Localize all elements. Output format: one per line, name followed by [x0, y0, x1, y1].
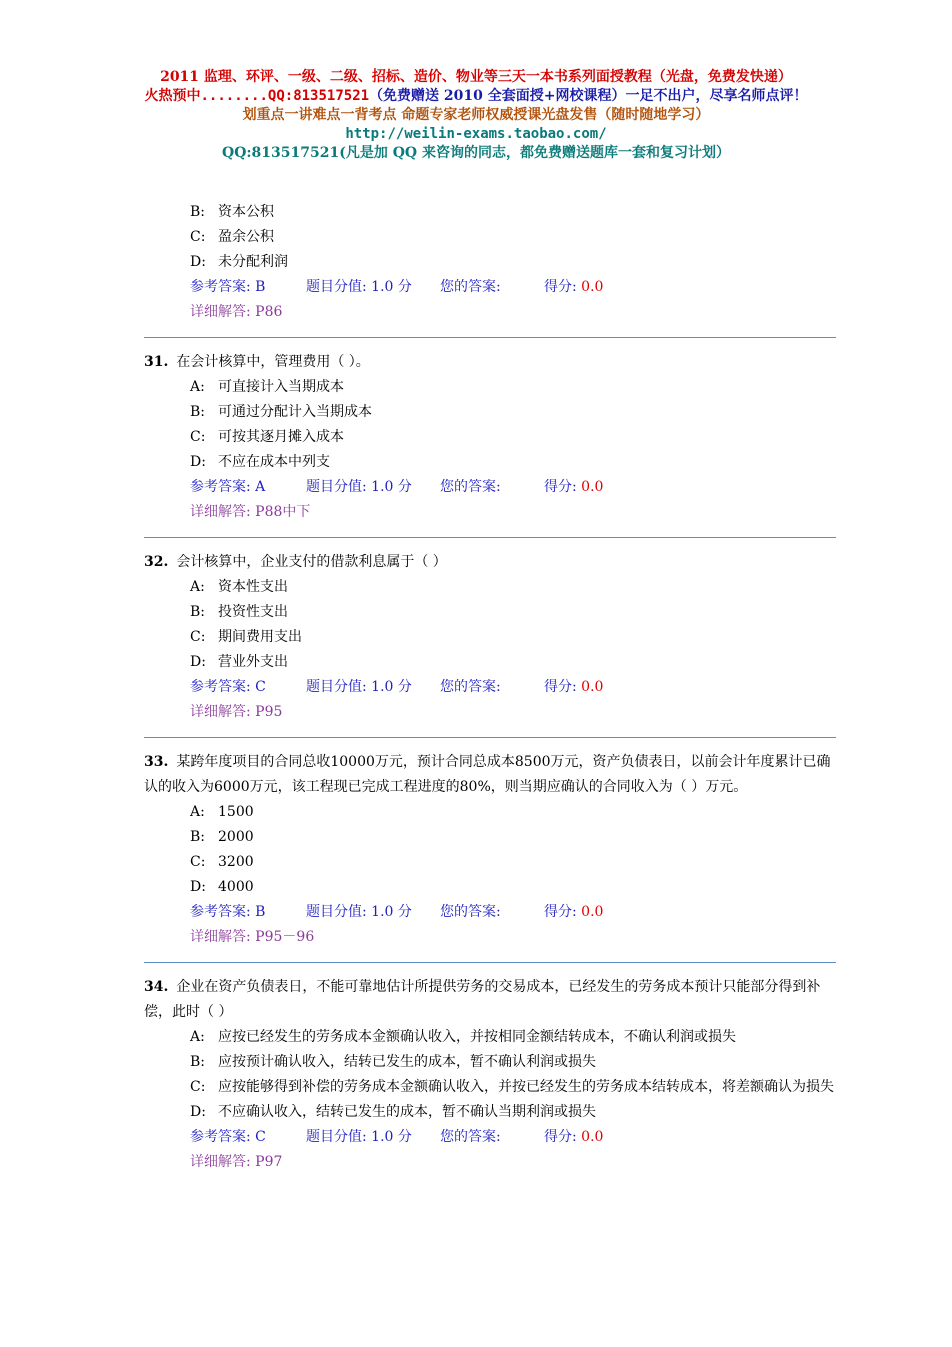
question-stem [144, 350, 836, 375]
question-stem [144, 975, 836, 1025]
question-block-34 [144, 975, 836, 1175]
option-row [144, 250, 836, 275]
answer-row [144, 475, 836, 500]
promo-line-2 [0, 87, 952, 106]
divider [144, 337, 836, 338]
option-row [144, 375, 836, 400]
option-letter: A: [190, 579, 205, 595]
option-text: 3200 [218, 854, 254, 870]
option-letter: D: [190, 879, 206, 895]
question-score: 题目分值: 1.0 分 [306, 479, 412, 495]
option-letter: A: [190, 1029, 205, 1045]
question-score: 题目分值: 1.0 分 [306, 679, 412, 695]
option-text: 资本公积 [218, 204, 274, 220]
option-letter: C: [190, 1079, 206, 1095]
question-number: 34. [144, 979, 169, 995]
option-letter: B: [190, 404, 206, 420]
option-letter: C: [190, 429, 206, 445]
question-text: 在会计核算中，管理费用（ ）。 [176, 354, 370, 370]
question-stem [144, 550, 836, 575]
question-number: 33. [144, 754, 169, 770]
detail-explanation: 详细解答: P97 [190, 1154, 283, 1170]
question-number: 32. [144, 554, 169, 570]
option-text: 未分配利润 [218, 254, 288, 270]
option-row [144, 575, 836, 600]
reference-answer: 参考答案: C [190, 679, 266, 695]
question-block-33 [144, 750, 836, 950]
option-row [144, 200, 836, 225]
option-row [144, 800, 836, 825]
score-got: 得分: 0.0 [544, 904, 604, 920]
answer-row [144, 275, 836, 300]
promo-line-2-red: 火热预中........QQ:813517521 [144, 88, 370, 104]
option-row [144, 825, 836, 850]
reference-answer: 参考答案: B [190, 279, 266, 295]
promo-url[interactable]: http://weilin-exams.taobao.com/ [345, 126, 607, 142]
option-letter: D: [190, 454, 206, 470]
option-text: 可通过分配计入当期成本 [218, 404, 372, 420]
promo-line-3: 划重点一讲难点一背考点 命题专家老师权威授课光盘发售（随时随地学习） [242, 107, 710, 123]
option-text: 营业外支出 [218, 654, 288, 670]
score-got: 得分: 0.0 [544, 279, 604, 295]
question-list [144, 200, 836, 1175]
option-row [144, 850, 836, 875]
reference-answer: 参考答案: B [190, 904, 266, 920]
your-answer: 您的答案: [440, 1129, 501, 1145]
your-answer: 您的答案: [440, 904, 501, 920]
reference-answer: 参考答案: C [190, 1129, 266, 1145]
option-text: 4000 [218, 879, 254, 895]
question-block-32 [144, 550, 836, 725]
question-text: 企业在资产负债表日，不能可靠地估计所提供劳务的交易成本，已经发生的劳务成本预计只能部分得到补偿，此时（ ） [144, 979, 821, 1020]
option-letter: D: [190, 1104, 206, 1120]
divider [144, 737, 836, 738]
option-letter: D: [190, 254, 206, 270]
question-score: 题目分值: 1.0 分 [306, 1129, 412, 1145]
option-row [144, 875, 836, 900]
option-row [144, 600, 836, 625]
reference-answer: 参考答案: A [190, 479, 266, 495]
question-text: 某跨年度项目的合同总收10000万元，预计合同总成本8500万元，资产负债表日，以前会计年度累计已确认的收入为6000万元，该工程现已完成工程进度的80%，则当期应确认的合同收入为（ ）万元。 [144, 754, 831, 795]
your-answer: 您的答案: [440, 479, 501, 495]
option-row [144, 1100, 836, 1125]
divider [144, 537, 836, 538]
option-text: 应按预计确认收入，结转已发生的成本，暂不确认利润或损失 [218, 1054, 596, 1070]
option-letter: B: [190, 829, 206, 845]
option-text: 投资性支出 [218, 604, 288, 620]
answer-row [144, 1125, 836, 1150]
option-row [144, 450, 836, 475]
your-answer: 您的答案: [440, 679, 501, 695]
option-text: 不应确认收入，结转已发生的成本，暂不确认当期利润或损失 [218, 1104, 596, 1120]
option-text: 可按其逐月摊入成本 [218, 429, 344, 445]
question-text: 会计核算中，企业支付的借款利息属于（ ） [176, 554, 447, 570]
score-got: 得分: 0.0 [544, 679, 604, 695]
option-letter: A: [190, 804, 205, 820]
your-answer: 您的答案: [440, 279, 501, 295]
option-text: 可直接计入当期成本 [218, 379, 344, 395]
option-letter: B: [190, 204, 206, 220]
score-got: 得分: 0.0 [544, 1129, 604, 1145]
promo-line-2-blue: （免费赠送 2010 全套面授+网校课程）一足不出户，尽享名师点评！ [369, 88, 808, 104]
option-row [144, 225, 836, 250]
option-text: 应按已经发生的劳务成本金额确认收入，并按相同金额结转成本，不确认利润或损失 [218, 1029, 736, 1045]
option-text: 应按能够得到补偿的劳务成本金额确认收入，并按已经发生的劳务成本结转成本，将差额确认为损失 [218, 1079, 834, 1095]
option-row [144, 1025, 836, 1050]
question-block-prev [144, 200, 836, 325]
promo-line-5: QQ:813517521(凡是加 QQ 来咨询的同志，都免费赠送题库一套和复习计划） [222, 145, 730, 161]
detail-explanation: 详细解答: P95 [190, 704, 283, 720]
option-row [144, 625, 836, 650]
option-letter: C: [190, 629, 206, 645]
option-letter: C: [190, 854, 206, 870]
option-letter: C: [190, 229, 206, 245]
option-letter: D: [190, 654, 206, 670]
answer-row [144, 675, 836, 700]
promo-header [0, 68, 952, 163]
option-row [144, 1050, 836, 1075]
detail-explanation: 详细解答: P95－96 [190, 929, 315, 945]
answer-row [144, 900, 836, 925]
option-row [144, 400, 836, 425]
option-text: 期间费用支出 [218, 629, 302, 645]
detail-explanation: 详细解答: P86 [190, 304, 283, 320]
option-text: 不应在成本中列支 [218, 454, 330, 470]
question-number: 31. [144, 354, 169, 370]
option-row [144, 425, 836, 450]
option-letter: B: [190, 604, 206, 620]
option-letter: B: [190, 1054, 206, 1070]
option-text: 盈余公积 [218, 229, 274, 245]
score-got: 得分: 0.0 [544, 479, 604, 495]
option-row [144, 650, 836, 675]
option-letter: A: [190, 379, 205, 395]
question-score: 题目分值: 1.0 分 [306, 279, 412, 295]
option-row [144, 1075, 836, 1100]
question-block-31 [144, 350, 836, 525]
divider [144, 962, 836, 963]
option-text: 2000 [218, 829, 254, 845]
question-stem [144, 750, 836, 800]
option-text: 资本性支出 [218, 579, 288, 595]
question-score: 题目分值: 1.0 分 [306, 904, 412, 920]
promo-line-1: 2011 监理、环评、一级、二级、招标、造价、物业等三天一本书系列面授教程（光盘，免费发快递） [160, 69, 792, 85]
detail-explanation: 详细解答: P88中下 [190, 504, 311, 520]
option-text: 1500 [218, 804, 254, 820]
